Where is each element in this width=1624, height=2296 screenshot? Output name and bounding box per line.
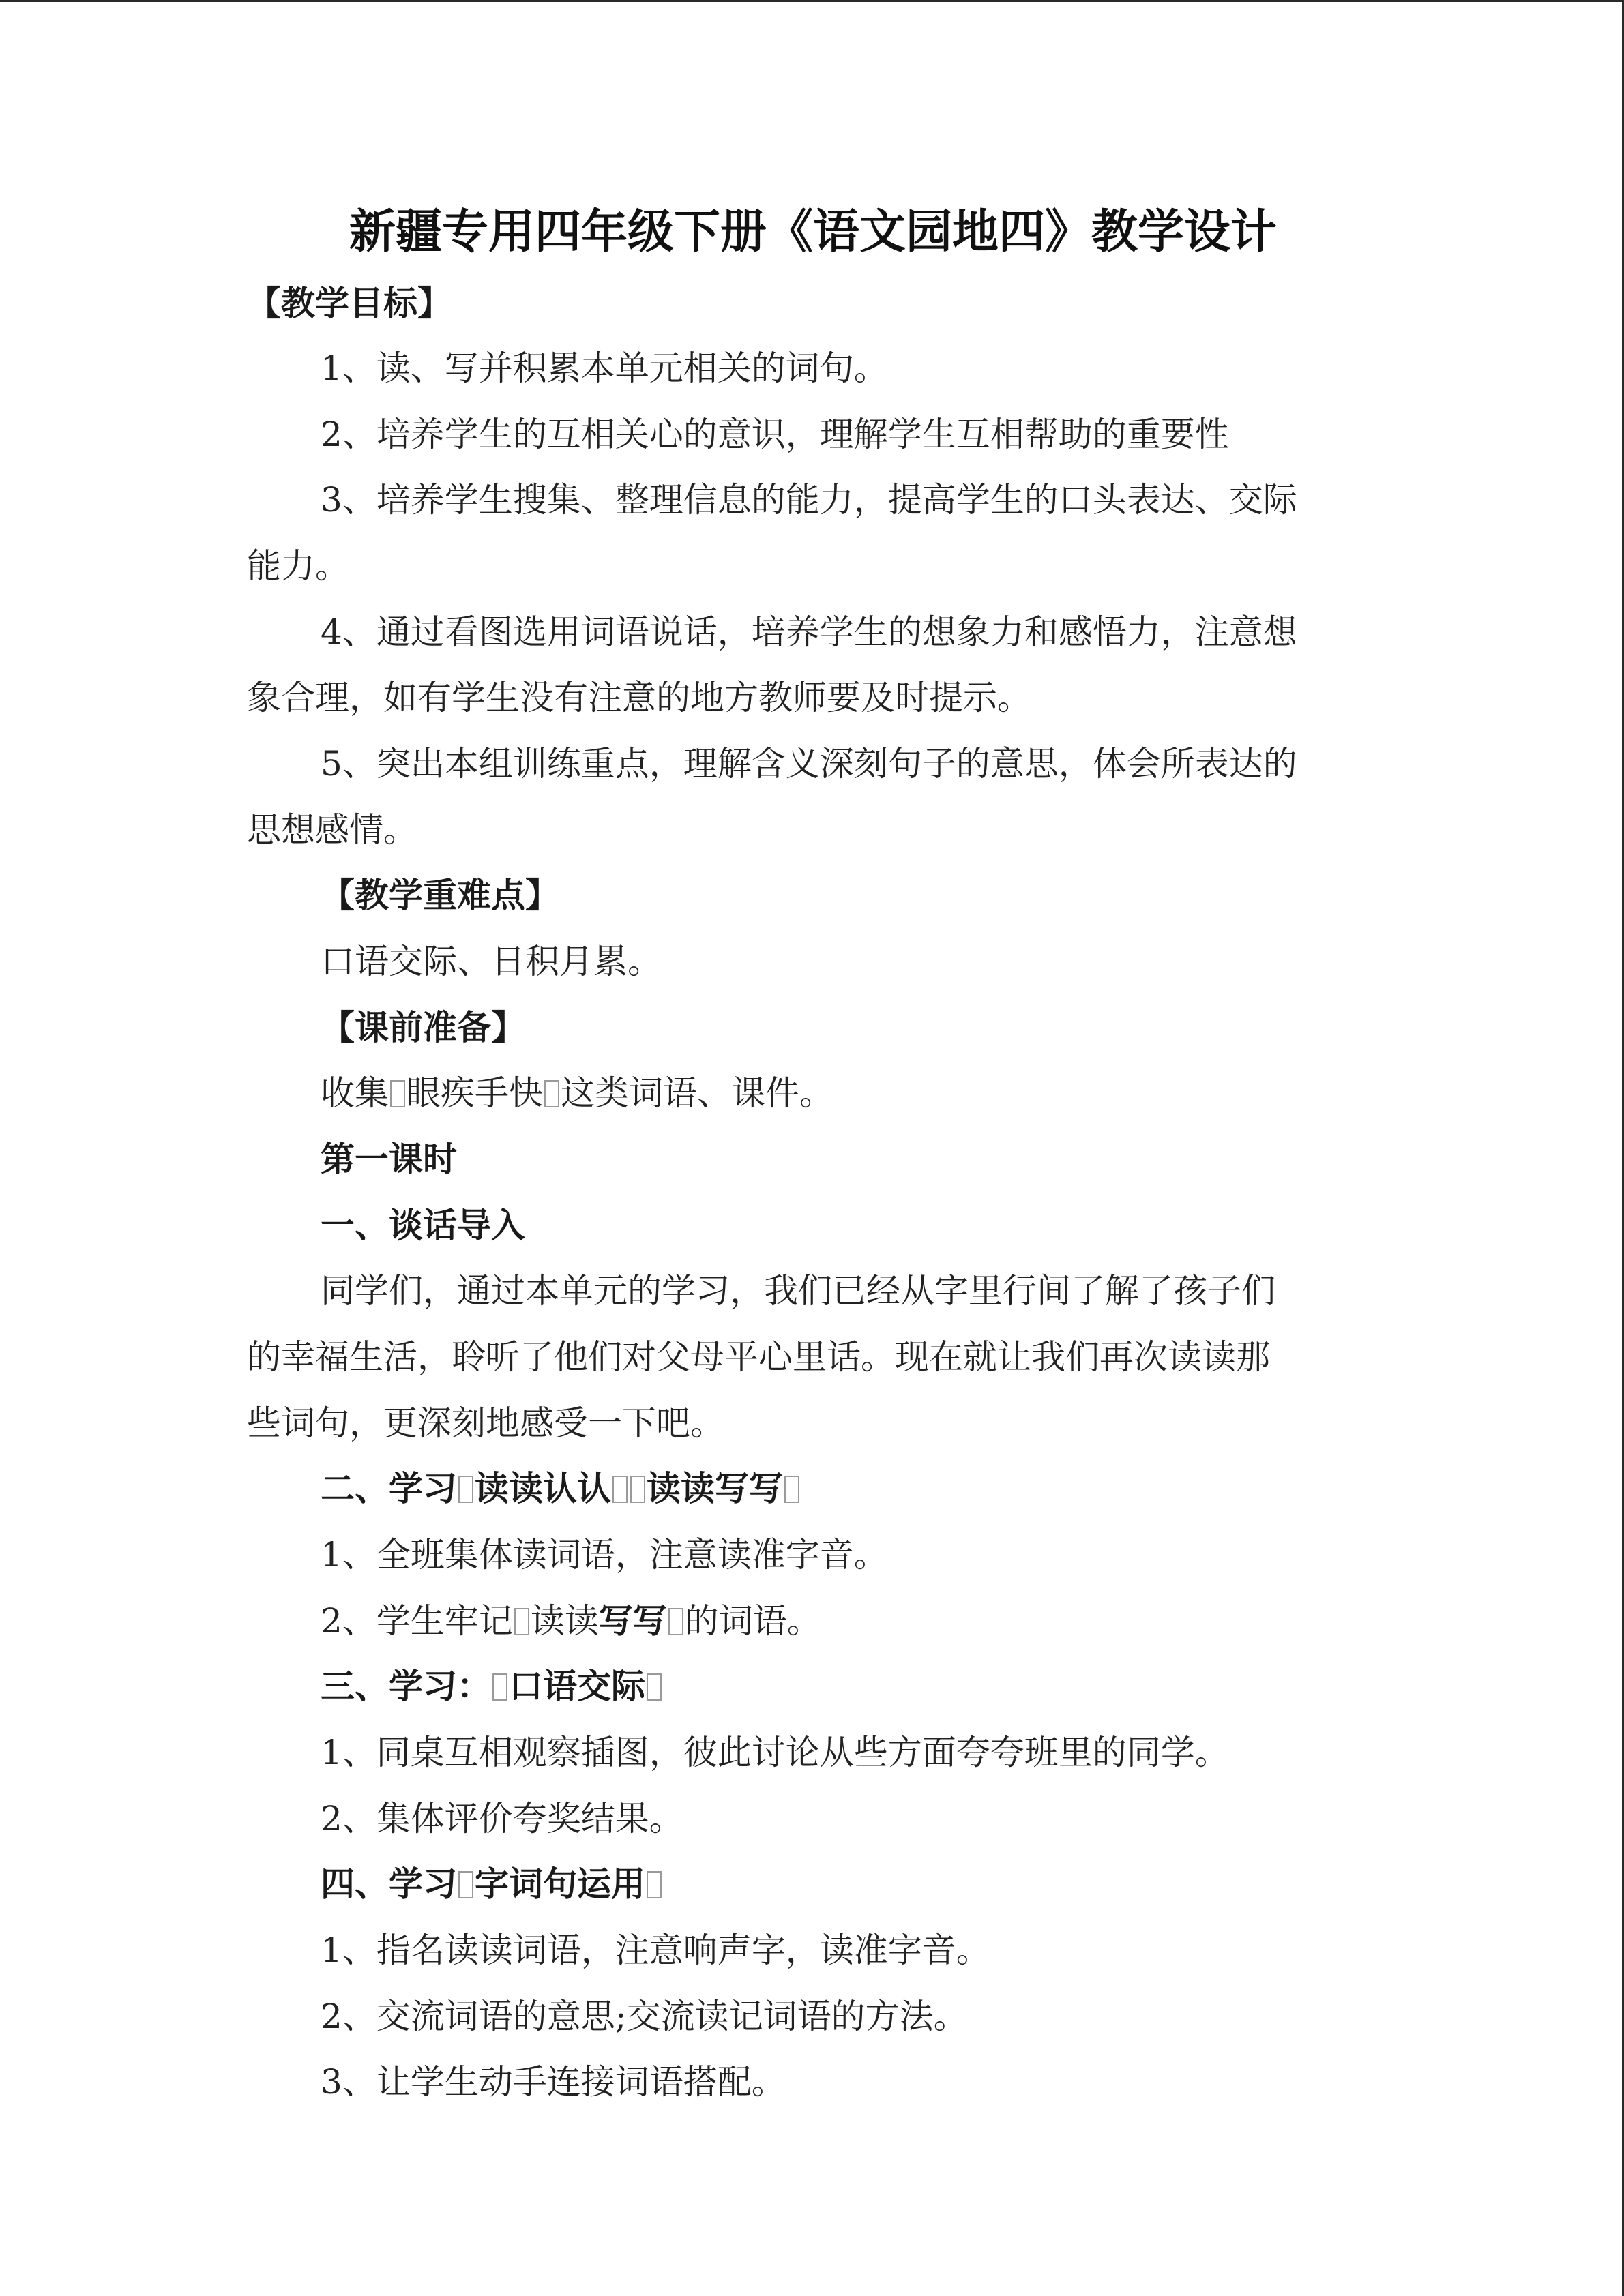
objective-3-line-2: 能力。 xyxy=(247,546,349,586)
section-3-item-1: 1、同桌互相观察插图，彼此讨论从些方面夸夸班里的同学。 xyxy=(321,1733,1229,1772)
section-3-heading-part: 口语交际 xyxy=(509,1666,645,1706)
objective-5-line-2: 思想感情。 xyxy=(247,810,417,850)
section-4-item-1: 1、指名读读词语，注意响声字，读准字音。 xyxy=(321,1930,990,1970)
preparation-text-part: 收集 xyxy=(321,1073,389,1113)
section-4-heading xyxy=(321,1860,663,1908)
intro-line-1: 同学们，通过本单元的学习，我们已经从字里行间了解了孩子们 xyxy=(321,1271,1275,1311)
missing-glyph-box xyxy=(458,1476,473,1503)
section-3-item-2: 2、集体评价夸奖结果。 xyxy=(321,1799,683,1838)
intro-line-2: 的幸福生活，聆听了他们对父母平心里话。现在就让我们再次读读那 xyxy=(247,1337,1270,1377)
missing-glyph-box xyxy=(630,1476,645,1503)
objective-1: 1、读、写并积累本单元相关的词句。 xyxy=(321,348,888,388)
missing-glyph-box xyxy=(544,1080,559,1107)
section-2-heading-part: 读读认认 xyxy=(475,1468,611,1508)
objective-2: 2、培养学生的互相关心的意识，理解学生互相帮助的重要性 xyxy=(321,415,1229,454)
section-2-heading-part: 二、学习 xyxy=(321,1468,457,1508)
heading-objectives: 【教学目标】 xyxy=(247,283,452,323)
section-2-item-2 xyxy=(321,1597,821,1645)
objective-4-line-2: 象合理，如有学生没有注意的地方教师要及时提示。 xyxy=(247,678,1031,717)
missing-glyph-box xyxy=(458,1871,473,1898)
section-2-item-2-part: 读读 xyxy=(530,1601,599,1641)
page-top-border xyxy=(0,0,1624,2)
heading-key-points: 【教学重难点】 xyxy=(321,875,559,915)
section-4-heading-part: 四、学习 xyxy=(321,1864,457,1904)
document-title: 新疆专用四年级下册《语文园地四》教学设计 xyxy=(349,205,1277,259)
missing-glyph-box xyxy=(492,1673,507,1701)
section-2-item-2-part: 的词语。 xyxy=(684,1601,821,1641)
lesson-one-heading: 第一课时 xyxy=(321,1139,457,1179)
section-4-heading-part: 字词句运用 xyxy=(475,1864,645,1904)
key-points-text: 口语交际、日积月累。 xyxy=(321,942,662,981)
missing-glyph-box xyxy=(514,1608,529,1635)
section-4-item-2: 2、交流词语的意思;交流读记词语的方法。 xyxy=(321,1997,968,2036)
section-3-heading-part: 三、学习： xyxy=(321,1666,491,1706)
heading-preparation: 【课前准备】 xyxy=(321,1007,525,1047)
section-2-heading xyxy=(321,1465,801,1512)
section-2-item-2-part: 2、学生牢记 xyxy=(321,1601,513,1641)
missing-glyph-box xyxy=(612,1476,628,1503)
section-2-item-1: 1、全班集体读词语，注意读准字音。 xyxy=(321,1535,888,1575)
preparation-text xyxy=(321,1069,833,1117)
section-2-item-2-part: 写写 xyxy=(598,1600,667,1641)
preparation-text-part: 这类词语、课件。 xyxy=(561,1073,833,1113)
missing-glyph-box xyxy=(647,1871,662,1898)
preparation-text-part: 眼疾手快 xyxy=(407,1073,543,1113)
section-3-heading xyxy=(321,1663,663,1710)
objective-5-line-1: 5、突出本组训练重点，理解含义深刻句子的意思，体会所表达的 xyxy=(321,744,1297,784)
missing-glyph-box xyxy=(390,1080,405,1107)
missing-glyph-box xyxy=(668,1608,683,1635)
objective-3-line-1: 3、培养学生搜集、整理信息的能力，提高学生的口头表达、交际 xyxy=(321,480,1297,520)
missing-glyph-box xyxy=(647,1673,662,1701)
section-1-heading: 一、谈话导入 xyxy=(321,1205,525,1245)
section-4-item-3: 3、让学生动手连接词语搭配。 xyxy=(321,2062,786,2102)
objective-4-line-1: 4、通过看图选用词语说话，培养学生的想象力和感悟力，注意想 xyxy=(321,612,1297,652)
intro-line-3: 些词句，更深刻地感受一下吧。 xyxy=(247,1403,724,1443)
section-2-heading-part: 读读写写 xyxy=(647,1468,783,1508)
missing-glyph-box xyxy=(784,1476,799,1503)
